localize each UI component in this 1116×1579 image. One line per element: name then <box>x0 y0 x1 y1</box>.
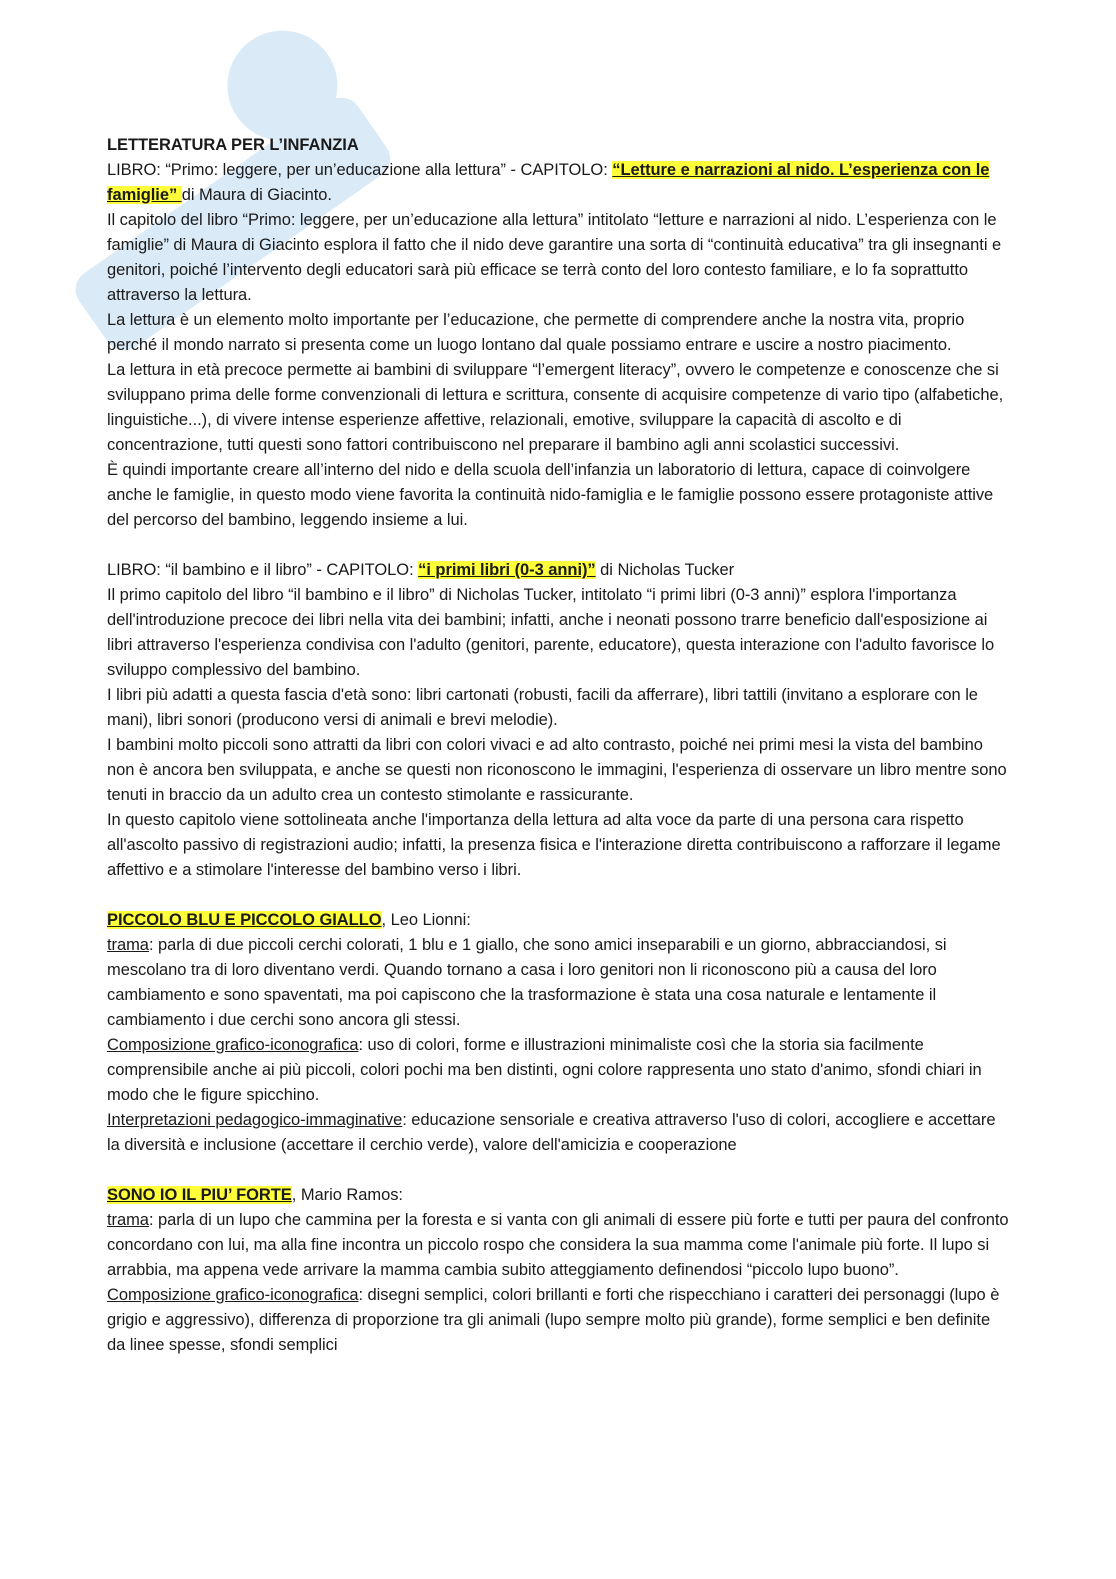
document-title: LETTERATURA PER L’INFANZIA <box>107 136 359 154</box>
section2-paragraph: Il primo capitolo del libro “il bambino e il libro” di Nicholas Tucker, intitolato “i primi libri (0-3 anni)” esplora l'importanza dell'introduzione precoce dei libri nella vita dei bambini; infatti, anche i neonati possono trarre beneficio dall'esposizione ai libri attraverso l'esperienza condivisa con l'adulto (genitori, parente, educatore), questa interazione con l'adulto favorisce lo sviluppo complessivo del bambino. <box>107 586 995 679</box>
document-body <box>107 133 1012 1358</box>
book1-plot: trama: parla di due piccoli cerchi colorati, 1 blu e 1 giallo, che sono amici inseparabili e un giorno, abbracciandosi, si mescolano tra di loro diventano verdi. Quando tornano a casa i loro genitori non li riconoscono più a causa del loro cambiamento e sono spaventati, ma poi capiscono che la trasformazione è stata una cosa naturale e lentamente il cambiamento i due cerchi sono ancora gli stessi. <box>107 936 947 1029</box>
section1-reference: LIBRO: “Primo: leggere, per un’educazione alla lettura” - CAPITOLO: “Letture e narrazioni al nido. L’esperienza con le famiglie” di Maura di Giacinto. <box>107 161 990 204</box>
book1-composition: Composizione grafico-iconografica: uso di colori, forme e illustrazioni minimaliste così che la storia sia facilmente comprensibile anche ai più piccoli, colori pochi ma ben distinti, ogni colore rappresenta uno stato d'animo, sfondi chiari in modo che le figure spicchino. <box>107 1036 982 1104</box>
book1-interpretation: Interpretazioni pedagogico-immaginative: educazione sensoriale e creativa attraverso l'uso di colori, accogliere e accettare la diversità e inclusione (accettare il cerchio verde), valore dell'amicizia e cooperazione <box>107 1111 996 1154</box>
book2-heading: SONO IO IL PIU’ FORTE, Mario Ramos: <box>107 1186 403 1204</box>
book1-heading: PICCOLO BLU E PICCOLO GIALLO, Leo Lionni: <box>107 911 471 929</box>
section1-paragraph: La lettura è un elemento molto importante per l’educazione, che permette di comprendere anche la nostra vita, proprio perché il mondo narrato si presenta come un luogo lontano dal quale possiamo entrare e uscire a nostro piacimento. <box>107 311 965 354</box>
book2-title-highlight: SONO IO IL PIU’ FORTE <box>107 1186 292 1204</box>
section2-paragraph: I libri più adatti a questa fascia d'età sono: libri cartonati (robusti, facili da afferrare), libri tattili (invitano a esplorare con le mani), libri sonori (producono versi di animali e brevi melodie). <box>107 686 978 729</box>
section1-paragraph: È quindi importante creare all’interno del nido e della scuola dell’infanzia un laboratorio di lettura, capace di coinvolgere anche le famiglie, in questo modo viene favorita la continuità nido-famiglia e le famiglie possono essere protagoniste attive del percorso del bambino, leggendo insieme a lui. <box>107 461 994 529</box>
book2-composition: Composizione grafico-iconografica: disegni semplici, colori brillanti e forti che rispecchiano i caratteri dei personaggi (lupo è grigio e aggressivo), differenza di proporzione tra gli animali (lupo sempre molto più grande), forme semplici e ben definite da linee spesse, sfondi semplici <box>107 1286 1000 1354</box>
section1-paragraph: La lettura in età precoce permette ai bambini di sviluppare “l’emergent literacy”, ovvero le competenze e conoscenze che si sviluppano prima delle forme convenzionali di lettura e scrittura, consente di acquisire competenze di vario tipo (alfabetiche, linguistiche...), di vivere intense esperienze affettive, relazionali, emotive, sviluppare la capacità di ascolto e di concentrazione, tutti questi sono fattori contribuiscono nel preparare il bambino agli anni scolastici successivi. <box>107 361 1004 454</box>
section2-paragraph: In questo capitolo viene sottolineata anche l'importanza della lettura ad alta voce da parte di una persona cara rispetto all'ascolto passivo di registrazioni audio; infatti, la presenza fisica e l'interazione diretta contribuiscono a rafforzare il legame affettivo e a stimolare l'interesse del bambino verso i libri. <box>107 811 1001 879</box>
book1-title-highlight: PICCOLO BLU E PICCOLO GIALLO <box>107 911 382 929</box>
book2-plot: trama: parla di un lupo che cammina per la foresta e si vanta con gli animali di essere più forte e tutti per paura del confronto concordano con lui, ma alla fine incontra un piccolo rospo che considera la sua mamma come l'animale più forte. Il lupo si arrabbia, ma appena vede arrivare la mamma cambia subito atteggiamento definendosi “piccolo lupo buono”. <box>107 1211 1009 1279</box>
section2-reference: LIBRO: “il bambino e il libro” - CAPITOLO: “i primi libri (0-3 anni)” di Nicholas Tucker <box>107 561 735 579</box>
section1-chapter-highlight: “Letture e narrazioni al nido. L’esperienza con le famiglie” <box>107 161 990 204</box>
section2-paragraph: I bambini molto piccoli sono attratti da libri con colori vivaci e ad alto contrasto, poiché nei primi mesi la vista del bambino non è ancora ben sviluppata, e anche se questi non riconoscono le immagini, l'esperienza di osservare un libro mentre sono tenuti in braccio da un adulto crea un contesto stimolante e rassicurante. <box>107 736 1007 804</box>
section2-chapter-highlight: “i primi libri (0-3 anni)” <box>418 561 596 579</box>
section1-paragraph: Il capitolo del libro “Primo: leggere, per un’educazione alla lettura” intitolato “letture e narrazioni al nido. L’esperienza con le famiglie” di Maura di Giacinto esplora il fatto che il nido deve garantire una sorta di “continuità educativa” tra gli insegnanti e genitori, poiché l’intervento degli educatori sarà più efficace se terrà conto del loro contesto familiare, e lo fa soprattutto attraverso la lettura. <box>107 211 1002 304</box>
